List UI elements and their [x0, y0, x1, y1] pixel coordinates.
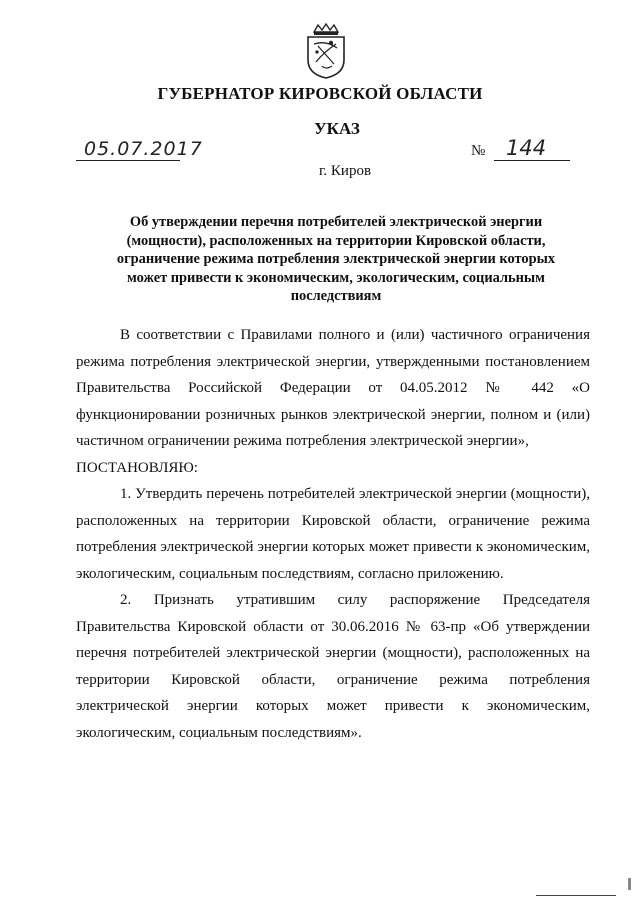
- issuing-authority: ГУБЕРНАТОР КИРОВСКОЙ ОБЛАСТИ: [157, 84, 483, 103]
- footer-rule: [536, 895, 616, 896]
- number-underline: [494, 160, 570, 161]
- issue-city: г. Киров: [318, 163, 372, 179]
- document-number: 144: [506, 136, 547, 160]
- date-underline: [76, 160, 180, 161]
- preamble-paragraph: В соответствии с Правилами полного и (или) частичного ограничения режима потребления электрической энергии, утвержденными постановлением Правительства Российской Федерации от 04.05.2012 № 442 «О функционировании розничных рынков электрической энергии, полном и (или) частичном ограничении режима потребления электрической энергии»,: [76, 327, 590, 449]
- document-body: [76, 322, 590, 746]
- document-type: УКАЗ: [314, 119, 360, 138]
- decree-word: ПОСТАНОВЛЯЮ:: [76, 459, 198, 476]
- document-title: Об утверждении перечня потребителей электрической энергии (мощности), расположенных на территории Кировской области, ограничение режима потребления электрической энергии которых может привести к экономическим, экологическим, социальным последствиям: [116, 214, 556, 304]
- number-label: №: [471, 143, 486, 159]
- scan-edge-mark: [628, 878, 631, 890]
- coat-of-arms-icon: [304, 22, 348, 80]
- document-date: 05.07.2017: [84, 138, 203, 160]
- clause-2: 2. Признать утратившим силу распоряжение Председателя Правительства Кировской области от 30.06.2016 № 63-пр «Об утверждении перечня потребителей электрической энергии (мощности), расположенных на территории Кировской области, ограничение режима потребления электрической энергии которых может привести к экономическим, экологическим, социальным последствиям».: [76, 592, 590, 741]
- clause-1: 1. Утвердить перечень потребителей электрической энергии (мощности), расположенных на территории Кировской области, ограничение режима потребления электрической энергии которых может привести к экономическим, экологическим, социальным последствиям, согласно приложению.: [76, 486, 590, 582]
- coat-of-arms-graphic: [304, 22, 348, 80]
